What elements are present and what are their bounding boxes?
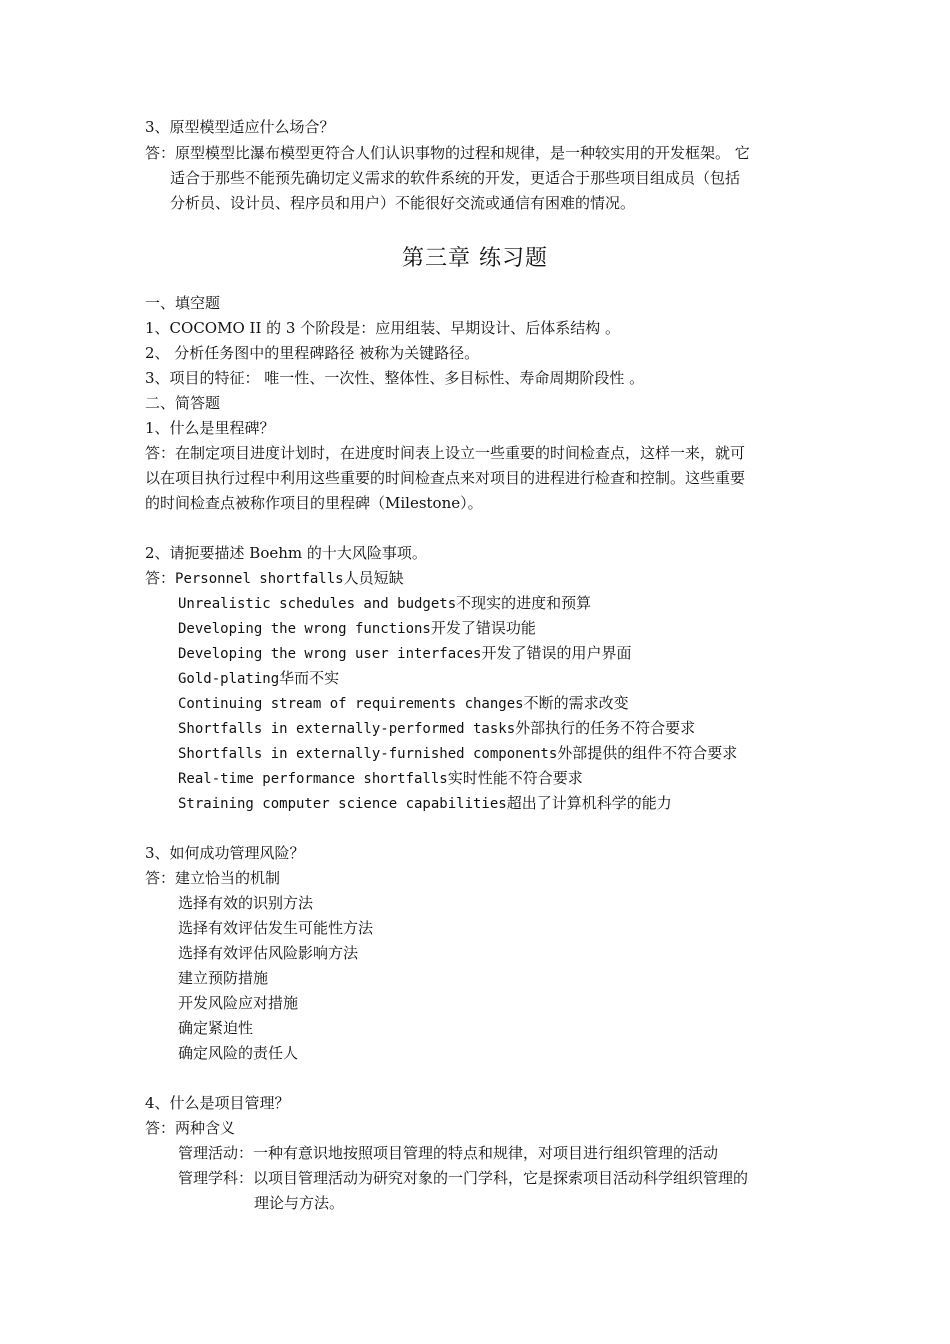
- risk-item: [178, 768, 583, 789]
- risk-item: [178, 668, 339, 689]
- risk-en: Developing the wrong user interfaces: [178, 646, 482, 662]
- risk-item: [178, 743, 737, 764]
- list-item: 开发风险应对措施: [178, 994, 299, 1012]
- list-item: 确定紧迫性: [178, 1019, 254, 1037]
- risk-item: [178, 693, 629, 714]
- risk-zh: 超出了计算机科学的能力: [506, 794, 672, 812]
- answer-4-line-2: 管理活动：一种有意识地按照项目管理的特点和规律，对项目进行组织管理的活动: [178, 1144, 719, 1162]
- question-1-milestone: 1、什么是里程碑？: [145, 419, 275, 437]
- answer-1-line-3: 的时间检查点被称作项目的里程碑（Milestone）。: [145, 494, 483, 512]
- risk-zh: 实时性能不符合要求: [447, 769, 583, 787]
- answer-3-line-3: 分析员、设计员、程序员和用户）不能很好交流或通信有困难的情况。: [170, 194, 636, 212]
- risk-zh: 开发了错误的用户界面: [481, 644, 632, 662]
- list-item: [145, 868, 280, 888]
- risk-en: Shortfalls in externally-performed tasks: [178, 721, 516, 737]
- list-item: 确定风险的责任人: [178, 1044, 299, 1062]
- question-3-prototype: 3、原型模型适应什么场合？: [145, 118, 335, 136]
- answer-4-first: 两种含义: [175, 1119, 236, 1137]
- risk-en: Straining computer science capabilities: [178, 796, 507, 812]
- list-item: 选择有效评估发生可能性方法: [178, 919, 374, 937]
- list-item-text: 建立恰当的机制: [175, 869, 281, 887]
- risk-en: Continuing stream of requirements changes: [178, 696, 524, 712]
- chapter-title: 第三章 练习题: [402, 246, 548, 271]
- answer-4-prefix: 答：: [145, 1119, 176, 1137]
- answer-3-line-2: 适合于那些不能预先确切定义需求的软件系统的开发，更适合于那些项目组成员（包括: [170, 169, 741, 187]
- answer-2-prefix: 答：: [145, 569, 176, 587]
- risk-item: [178, 593, 591, 614]
- risk-zh: 不现实的进度和预算: [456, 594, 592, 612]
- fill-item-2: 2、 分析任务图中的里程碑路径 被称为关键路径。: [145, 344, 480, 362]
- list-item: 建立预防措施: [178, 969, 269, 987]
- risk-zh: 外部执行的任务不符合要求: [515, 719, 696, 737]
- risk-item: [178, 643, 631, 664]
- risk-en: Personnel shortfalls: [175, 571, 344, 587]
- answer-4-line-4: 理论与方法。: [254, 1194, 345, 1212]
- answer-3-prefix: 答：: [145, 869, 176, 887]
- answer-4-line-3: 管理学科：以项目管理活动为研究对象的一门学科，它是探索项目活动科学组织管理的: [178, 1169, 749, 1187]
- answer-4-line-1: [145, 1118, 235, 1138]
- risk-en: Shortfalls in externally-furnished components: [178, 746, 558, 762]
- risk-item: [178, 793, 672, 814]
- answer-1-line-2: 以在项目执行过程中利用这些重要的时间检查点来对项目的进程进行检查和控制。这些重要: [145, 469, 746, 487]
- answer-1-line-1: 答：在制定项目进度计划时，在进度时间表上设立一些重要的时间检查点，这样一来，就可: [145, 444, 746, 462]
- question-4-project-management: 4、什么是项目管理？: [145, 1094, 290, 1112]
- question-2-boehm: 2、请扼要描述 Boehm 的十大风险事项。: [145, 544, 427, 562]
- list-item: 选择有效评估风险影响方法: [178, 944, 359, 962]
- risk-zh: 华而不实: [279, 669, 340, 687]
- risk-en: Real-time performance shortfalls: [178, 771, 448, 787]
- list-item: 选择有效的识别方法: [178, 894, 314, 912]
- answer-3-line-1: 答：原型模型比瀑布模型更符合人们认识事物的过程和规律，是一种较实用的开发框架。 它: [145, 144, 750, 162]
- risk-item: [145, 568, 404, 589]
- fill-item-3: 3、项目的特征： 唯一性、一次性、整体性、多目标性、寿命周期阶段性 。: [145, 369, 645, 387]
- fill-heading: 一、填空题: [145, 294, 221, 312]
- risk-en: Developing the wrong functions: [178, 621, 431, 637]
- risk-zh: 人员短缺: [343, 569, 404, 587]
- risk-en: Unrealistic schedules and budgets: [178, 596, 457, 612]
- risk-zh: 不断的需求改变: [523, 694, 629, 712]
- risk-zh: 开发了错误功能: [430, 619, 536, 637]
- risk-item: [178, 618, 536, 639]
- fill-item-1: 1、COCOMO II 的 3 个阶段是：应用组装、早期设计、后体系结构 。: [145, 319, 620, 337]
- risk-en: Gold-plating: [178, 671, 280, 687]
- risk-zh: 外部提供的组件不符合要求: [557, 744, 738, 762]
- short-answer-heading: 二、简答题: [145, 394, 221, 412]
- risk-item: [178, 718, 695, 739]
- question-3-risk-management: 3、如何成功管理风险？: [145, 844, 305, 862]
